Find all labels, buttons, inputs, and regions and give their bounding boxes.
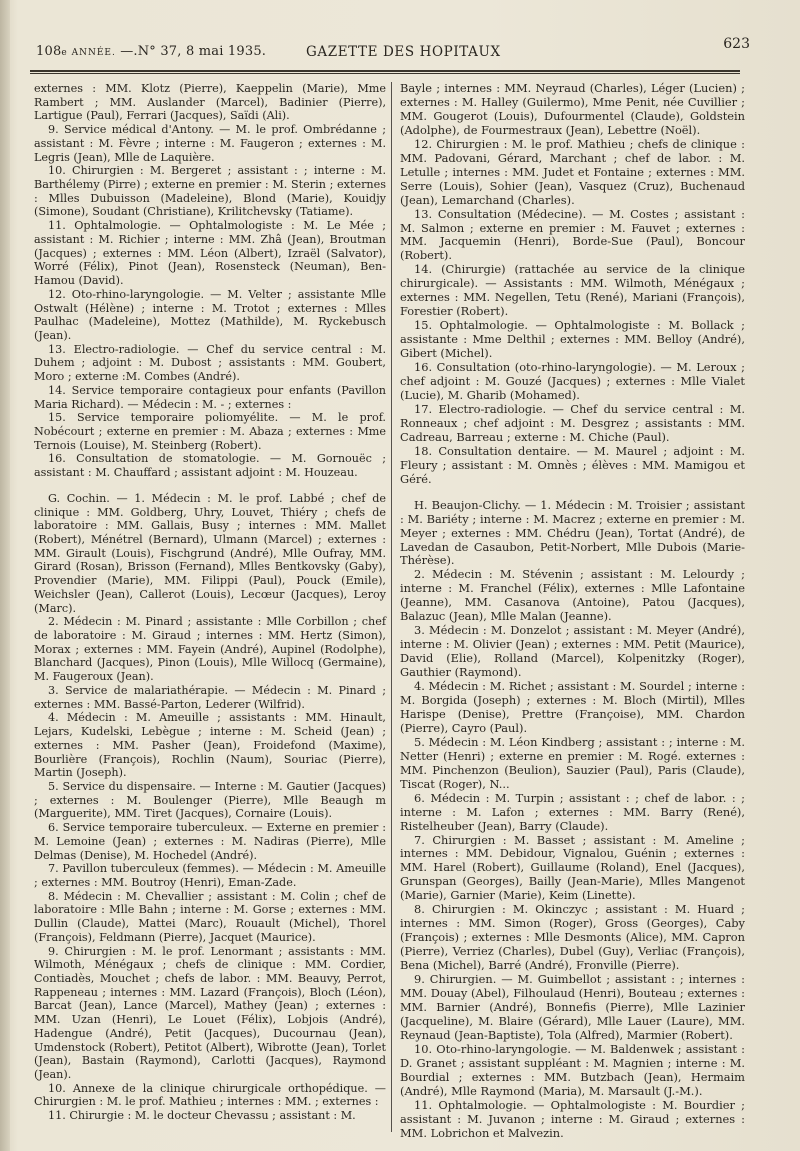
paragraph: 11. Chirurgie : M. le docteur Chevassu ; assistant : M. bbox=[48, 1109, 356, 1123]
journal-title: GAZETTE DES HOPITAUX bbox=[306, 44, 501, 60]
paragraph: 2. Médecin : M. Pinard ; assistante : Mlle Corbillon ; chef de laboratoire : M. Giraud ; internes : MM. Hertz (Simon), Morax ; externes : MM. Fayein (André), Aupinel (Rodolphe), Blanchard (Jacques), Pinon (Louis), Mlle Willocq (Germaine), M. Faugeroux (Jean). bbox=[34, 615, 386, 684]
paragraph: 7. Pavillon tuberculeux (femmes). — Médecin : M. Ameuille ; externes : MM. Boutroy (Henri), Eman-Zade. bbox=[34, 862, 386, 889]
paragraph: 15. Ophtalmologie. — Ophtalmologiste : M. Bollack ; assistante : Mme Delthil ; externes : MM. Belloy (André), Gibert (Michel). bbox=[400, 318, 745, 361]
paragraph: externes : MM. Klotz (Pierre), Kaeppelin (Marie), Mme Rambert ; MM. Auslander (Marcel), Badinier (Pierre), Lartigue (Paul), Ferrari (Jacques), Saïdi (Ali). bbox=[34, 82, 386, 123]
paragraph: 3. Service de malariathérapie. — Médecin : M. Pinard ; externes : MM. Bassé-Parton, Lederer (Wilfrid). bbox=[34, 683, 386, 711]
paragraph: 10. Oto-rhino-laryngologie. — M. Baldenwek ; assistant : D. Granet ; assistant suppléant : M. Magnien ; interne : M. Bourdial ; externes : MM. Butzbach (Jean), Hermaim (André), Mlle Raymond (Maria), M. Marsault (J.-M.). bbox=[400, 1041, 745, 1098]
paragraph: 18. Consultation dentaire. — M. Maurel ; adjoint : M. Fleury ; assistant : M. Omnès ; élèves : MM. Mamigou et Géré. bbox=[400, 443, 745, 486]
paragraph: 4. Médecin : M. Ameuille ; assistants : MM. Hinault, Lejars, Kudelski, Lebègue ; interne : M. Scheid (Jean) ; externes : MM. Pasher (Jean), Froidefond (Maxime), Bourlière (François), Rochlin (Naum), Souriac (Pierre), Martin (Joseph). bbox=[34, 711, 386, 780]
paragraph: 12. Oto-rhino-laryngologie. — M. Velter ; assistante Mlle Ostwalt (Hélène) ; interne : M. Trotot ; externes : Mlles Paulhac (Madeleine), Mottez (Mathilde), M. Ryckebusch (Jean). bbox=[34, 287, 386, 342]
column-divider bbox=[391, 82, 392, 1132]
paragraph: 10. Annexe de la clinique chirurgicale orthopédique. — Chirurgien : M. le prof. Mathieu ; internes : MM. ; externes : bbox=[34, 1081, 386, 1109]
paragraph: 9. Chirurgien. — M. Guimbellot ; assistant : ; internes : MM. Douay (Abel), Filhoulaud (Henri), Bouteau ; externes : MM. Barnier (André), Bonnefis (Pierre), Mlle Lazinier (Jacqueline), M. Blaire (Gérard), Mlle Lauer (Laure), MM. Reynaud (Jean-Baptiste), Tola (Alfred), Marmier (Robert). bbox=[400, 972, 745, 1042]
paragraph: 13. Electro-radiologie. — Chef du service central : M. Duhem ; adjoint : M. Dubost ; assistants : MM. Goubert, Moro ; externe :M. Combes (André). bbox=[34, 342, 386, 384]
paragraph: 13. Consultation (Médecine). — M. Costes ; assistant : M. Salmon ; externe en premier : M. Fauvet ; externes : MM. Jacquemin (Henri), Borde-Sue (Paul), Boncour (Robert). bbox=[400, 206, 745, 263]
header-rule bbox=[30, 70, 740, 72]
section-paragraph: G. Cochin. — 1. Médecin : M. le prof. Labbé ; chef de clinique : MM. Goldberg, Uhry, Louvet, Thiéry ; chefs de laboratoire : MM. Gallais, Busy ; internes : MM. Mallet (Robert), Ménétrel (Bernard), Ulmann (Marcel) ; externes : MM. Girault (Louis), Fischgrund (André), Mlle Oufray, MM. Girard (Rosan), Brisson (Fernand), Mlles Bentkovsky (Gaby), Provendier (Marie), MM. Filippi (Paul), Pouck (Emile), Weichsler (Jean), Callerot (Louis), Lecœur (Jacques), Leroy (Marc). bbox=[34, 491, 386, 615]
paragraph: 3. Médecin : M. Donzelot ; assistant : M. Meyer (André), interne : M. Olivier (Jean) ; externes : MM. Petit (Maurice), David (Elie), Rolland (Marcel), Kolpenitzky (Roger), Gauthier (Raymond). bbox=[400, 623, 745, 680]
paragraph: 5. Médecin : M. Léon Kindberg ; assistant : ; interne : M. Netter (Henri) ; externe en premier : M. Rogé. externes : MM. Pinchenzon (Beulion), Sauzier (Paul), Paris (Claude), Tiscat (Roger), N... bbox=[400, 734, 745, 791]
paragraph: 6. Médecin : M. Turpin ; assistant : ; chef de labor. : ; interne : M. Lafon ; externes : MM. Barry (René), Ristelheuber (Jean), Barry (Claude). bbox=[400, 790, 745, 833]
header-rule-thin bbox=[30, 73, 740, 74]
paragraph: 8. Chirurgien : M. Okinczyc ; assistant : M. Huard ; internes : MM. Simon (Roger), Gross (Georges), Caby (François) ; externes : Mlle Desmonts (Alice), MM. Capron (Pierre), Verriez (Charles), Dubel (Guy), Verliac (François), Bena (Michel), Barré (André), Fronville (Pierre). bbox=[400, 902, 745, 973]
paragraph: 6. Service temporaire tuberculeux. — Externe en premier : M. Lemoine (Jean) ; externes : M. Nadiras (Pierre), Mlle Delmas (Denise), M. Hochedel (André). bbox=[34, 821, 386, 862]
paragraph: 15. Service temporaire poliomyélite. — M. le prof. Nobécourt ; externe en premier : M. Abaza ; externes : Mme Ternois (Louise), M. Steinberg (Robert). bbox=[34, 411, 386, 452]
page-header bbox=[36, 36, 750, 70]
paragraph: 11. Ophtalmologie. — Ophtalmologiste : M. Bourdier ; assistant : M. Juvanon ; interne : M. Giraud ; externes : MM. Lobrichon et Malvezin. bbox=[400, 1097, 745, 1140]
paragraph: 7. Chirurgien : M. Basset ; assistant : M. Ameline ; internes : MM. Debidour, Vignalou, Guénin ; externes : MM. Harel (Robert), Guillaume (Roland), Enel (Jacques), Grunspan (Georges), Bailly (Jean-Marie), Mlles Mangenot (Marie), Garnier (Marie), Keim (Linette). bbox=[400, 832, 745, 903]
year-suffix: e ANNÉE. bbox=[61, 48, 116, 58]
paragraph: 16. Consultation de stomatologie. — M. Gornouëc ; assistant : M. Chauffard ; assistant adjoint : M. Houzeau. bbox=[34, 452, 386, 480]
paragraph: 9. Service médical d'Antony. — M. le prof. Ombrédanne ; assistant : M. Fèvre ; interne : M. Faugeron ; externes : M. Legris (Jean), Mlle de Laquière. bbox=[34, 123, 386, 164]
paragraph: 5. Service du dispensaire. — Interne : M. Gautier (Jacques) ; externes : M. Boulenger (Pierre), Mlle Beaugh m (Marguerite), MM. Tiret (Jacques), Cornaire (Louis). bbox=[34, 779, 386, 821]
paragraph: 17. Electro-radiologie. — Chef du service central : M. Ronneaux ; chef adjoint : M. Desgrez ; assistants : MM. Cadreau, Barreau ; externe : M. Chiche (Paul). bbox=[400, 401, 745, 444]
paragraph: 14. (Chirurgie) (rattachée au service de la clinique chirurgicale). — Assistants : MM. Wilmoth, Ménégaux ; externes : MM. Negellen, Tetu (René), Mariani (François), Forestier (Robert). bbox=[400, 262, 745, 319]
paragraph: 4. Médecin : M. Richet ; assistant : M. Sourdel ; interne : M. Borgida (Joseph) ; externes : M. Bloch (Mirtil), Mlles Harispe (Denise), Prettre (Françoise), MM. Chardon (Pierre), Cayro (Paul). bbox=[400, 679, 745, 735]
paragraph: 11. Ophtalmologie. — Ophtalmologiste : M. Le Mée ; assistant : M. Richier ; interne : MM. Zhâ (Jean), Broutman (Jacques) ; externes : MM. Léon (Albert), Izraël (Salvator), Worré (Félix), Pinot (Jean), Rosensteck (Neuman), Ben-Hamou (David). bbox=[34, 219, 386, 288]
page-number: 623 bbox=[723, 36, 750, 52]
left-column bbox=[34, 82, 386, 1123]
page-binding-edge bbox=[0, 0, 10, 1151]
paragraph: 10. Chirurgien : M. Bergeret ; assistant : ; interne : M. Barthélemy (Pirre) ; externe en premier : M. Sterin ; externes : Mlles Dubuisson (Madeleine), Blond (Marie), Kouidjy (Simone), Soudant (Christiane), Krilitchevsky (Tatiame). bbox=[34, 164, 386, 219]
paragraph: 14. Service temporaire contagieux pour enfants (Pavillon Maria Richard). — Médecin : M. - ; externes : bbox=[34, 383, 386, 411]
section-paragraph: H. Beaujon-Clichy. — 1. Médecin : M. Troisier ; assistant : M. Bariéty ; interne : M. Macrez ; externe en premier : M. Meyer ; externes : MM. Chédru (Jean), Tortat (André), de Lavedan de Casaubon, Petit-Norbert, Mlle Dubois (Marie-Thérèse). bbox=[400, 497, 745, 568]
year-number: 108 bbox=[36, 44, 62, 59]
paragraph: 8. Médecin : M. Chevallier ; assistant : M. Colin ; chef de laboratoire : Mlle Bahn ; interne : M. Gorse ; externes : MM. Dullin (Claude), Mattei (Marc), Rouault (Michel), Thorel (François), Feldmann (Pierre), Jacquet (Maurice). bbox=[34, 889, 386, 944]
paragraph: Bayle ; internes : MM. Neyraud (Charles), Léger (Lucien) ; externes : M. Halley (Guilermo), Mme Penit, née Cuvillier ; MM. Gougerot (Louis), Dufourmentel (Claude), Goldstein (Adolphe), de Fourmestraux (Jean), Lebettre (Noël). bbox=[400, 81, 745, 137]
issue-date: —.N° 37, 8 mai 1935. bbox=[115, 44, 267, 59]
issue-line bbox=[36, 44, 266, 59]
paragraph: 16. Consultation (oto-rhino-laryngologie). — M. Leroux ; chef adjoint : M. Gouzé (Jacques) ; externes : Mlle Vialet (Lucie), M. Gharib (Mohamed). bbox=[400, 360, 745, 402]
paragraph: 2. Médecin : M. Stévenin ; assistant : M. Lelourdy ; interne : M. Franchel (Félix), externes : Mlle Lafontaine (Jeanne), MM. Casanova (Antoine), Patou (Jacques), Balazuc (Jean), Mlle Malan (Jeanne). bbox=[400, 567, 745, 624]
paragraph: 12. Chirurgien : M. le prof. Mathieu ; chefs de clinique : MM. Padovani, Gérard, Marchant ; chef de labor. : M. Letulle ; internes : MM. Judet et Fontaine ; externes : MM. Serre (Louis), Sohier (Jean), Vasquez (Cruz), Buchenaud (Jean), Lemarchand (Charles). bbox=[400, 136, 745, 207]
paragraph: 9. Chirurgien : M. le prof. Lenormant ; assistants : MM. Wilmoth, Ménégaux ; chefs de clinique : MM. Cordier, Contiadès, Mouchet ; chefs de labor. : MM. Beauvy, Perrot, Rappeneau ; internes : MM. Lazard (François), Bloch (Léon), Barcat (Jean), Lance (Marcel), Mathey (Jean) ; externes : MM. Uzan (Henri), Le Louet (Félix), Lobjois (André), Hadengue (André), Petit (Jacques), Ducournau (Jean), Umdenstock (Robert), Petitot (Albert), Wibrotte (Jean), Torlet (Jean), Bastain (Raymond), Carlotti (Jacques), Raymond (Jean). bbox=[34, 944, 386, 1082]
right-column bbox=[400, 82, 745, 1140]
